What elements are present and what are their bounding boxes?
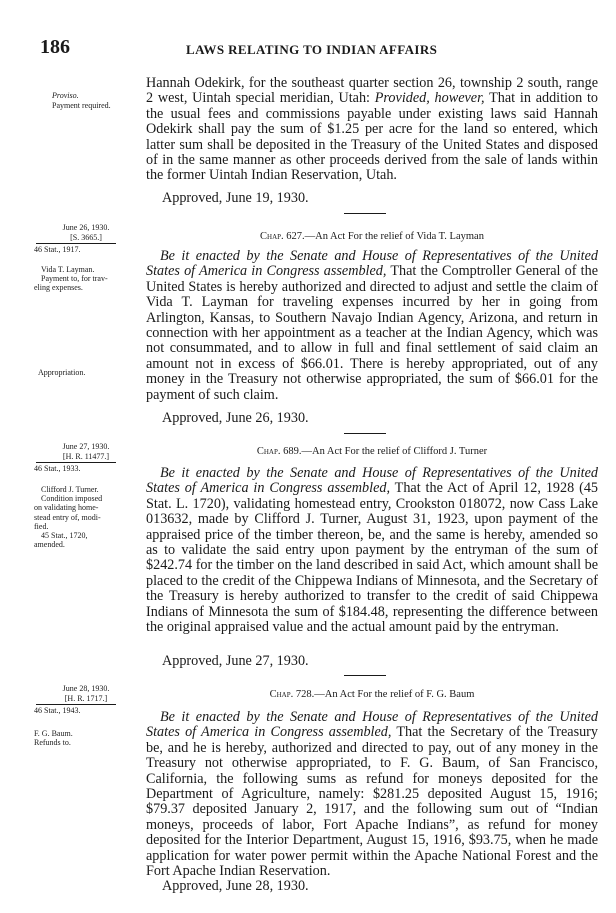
continuation-text-1: Hannah Odekirk, for the southeast quarter section 26, township 2 south, range 2 west, Uintah special meridian, Utah: (146, 75, 598, 107)
chap-label: Chap. (269, 689, 294, 700)
continuation-text-2: That in addition to the usual fees and commissions payable under existing laws said Hannah Odekirk shall pay the sum of $1.25 per acre for the land so entered, which latter sum shall be deposited in the Treasury of the United States and disposed of in the same manner as other proceeds derived from the sale of lands within the former Uintah Indian Reservation, Utah. (146, 90, 598, 184)
enactment-date: June 28, 1930. (62, 684, 110, 693)
act-body: That the Secretary of the Treasury be, and he is hereby, authorized and directed to pay, out of any money in the Treasury not otherwise appropriated, to F. G. Baum, of San Francisco, California, the following sums as refund for moneys deposited for the Department of Agriculture, namely: $281.25 deposited August 15, 1916; $79.37 deposited January 2, 1917, and the following sum out of “Indian moneys, proceeds of labor, Fort Apache Indians”, as refund for money deposited for the Interior Department, August 15, 1916, $93.75, when he made application for water power permit within the Apache National Forest and the Fort Apache Indian Reservation. (146, 724, 599, 880)
bill-number: [H. R. 1717.] (64, 693, 108, 703)
statute-ref: 46 Stat., 1917. (34, 245, 81, 254)
margin-note-layman (34, 265, 144, 293)
act-728-text (146, 710, 598, 879)
note-line: eling expenses. (34, 283, 83, 293)
note-line: Payment to, for trav- (41, 274, 108, 284)
note-name: F. G. Baum. (34, 729, 73, 738)
note-appropriation: Appropriation. (38, 368, 86, 377)
chap-label: Chap. (260, 231, 284, 242)
section-separator (344, 675, 386, 676)
chap-label: Chap. (256, 446, 281, 457)
enactment-date: June 27, 1930. (62, 442, 110, 451)
note-line: stead entry of, modi- (34, 512, 101, 522)
proviso-italic: Provided, however, (374, 90, 485, 107)
chapter-heading-689 (146, 446, 598, 458)
margin-note-appropriation (34, 368, 144, 377)
act-body: That the Act of April 12, 1928 (45 Stat. L. 1720), validating homestead entry, Crookston 018072, now Cass Lake 013632, made by Clifford J. Turner, August 31, 1923, upon payment of the appraised price of the timber thereon, be, and the same is hereby, amended so as to validate the said entry upon payment by the entryman of the sum of $242.74 for the timber on the land described in said Act, which amount shall be placed to the credit of the Chippewa Indians of Minnesota, and the Secretary of the Treasury is hereby authorized to transfer to the credit of said Chippewa Indians of Minnesota the sum of $184.48, representing the difference between the original appraised value and the actual amount paid by the entryman. (146, 480, 599, 636)
note-line: Refunds to. (34, 738, 71, 748)
margin-date-block-1 (34, 223, 138, 255)
continuation-paragraph (146, 76, 598, 184)
chap-title: 627.—An Act For the relief of Vida T. Layman (283, 231, 484, 242)
margin-rule (36, 243, 116, 244)
page-number: 186 (40, 36, 70, 58)
proviso-label: Proviso. (52, 91, 79, 100)
note-line: fied. (34, 521, 49, 531)
chapter-heading-627 (146, 231, 598, 243)
approved-june-28: Approved, June 28, 1930. (162, 878, 309, 894)
bill-number: [S. 3665.] (70, 232, 102, 242)
statute-ref: 46 Stat., 1933. (34, 464, 81, 473)
note-line: 45 Stat., 1720, (41, 531, 88, 541)
section-separator (344, 433, 386, 434)
enacting-clause: Be it enacted by the Senate and House of Representatives of the United States of America in Congress assembled, (146, 465, 598, 497)
approved-june-27: Approved, June 27, 1930. (162, 653, 309, 669)
note-line: on validating home- (34, 503, 99, 513)
note-line: Condition imposed (41, 494, 103, 504)
chapter-heading-728 (146, 689, 598, 701)
margin-date-block-2 (34, 442, 138, 474)
section-separator (344, 213, 386, 214)
margin-rule (36, 462, 116, 463)
statute-ref: 46 Stat., 1943. (34, 706, 81, 715)
enacting-clause: Be it enacted by the Senate and House of Representatives of the United States of America in Congress assembled, (146, 709, 598, 741)
payment-required-label: Payment required. (52, 100, 111, 110)
bill-number: [H. R. 11477.] (62, 451, 110, 461)
margin-date-block-3 (34, 684, 138, 716)
note-name: Vida T. Layman. (41, 265, 95, 274)
enactment-date: June 26, 1930. (62, 223, 110, 232)
act-627-text (146, 249, 598, 403)
margin-rule (36, 704, 116, 705)
approved-june-26: Approved, June 26, 1930. (162, 410, 309, 426)
running-head: LAWS RELATING TO INDIAN AFFAIRS (186, 42, 438, 57)
chap-title: 728.—An Act For the relief of F. G. Baum (293, 689, 475, 700)
note-line: amended. (34, 540, 65, 550)
margin-note-proviso (34, 91, 138, 110)
approved-june-19: Approved, June 19, 1930. (162, 190, 309, 206)
margin-note-baum (34, 729, 144, 747)
margin-note-turner (34, 485, 144, 549)
enacting-clause: Be it enacted by the Senate and House of Representatives of the United States of America in Congress assembled, (146, 248, 598, 280)
act-689-text (146, 466, 598, 635)
act-body: That the Comptroller General of the United States is hereby authorized and directed to adjust and settle the claim of Vida T. Layman for traveling expenses incurred by her in going from Arlington, Kansas, to Southern Navajo Indian Agency, Arizona, and return in connection with her appointment as a teacher at the Indian Agency, which was not consummated, and to allow in full and final settlement of said claim an amount not in excess of $66.01. There is hereby appropriated, out of any money in the Treasury not otherwise appropriated, the sum of $66.01 for the payment of such claim. (146, 263, 598, 403)
chap-title: 689.—An Act For the relief of Clifford J. Turner (280, 446, 488, 457)
note-name: Clifford J. Turner. (41, 485, 99, 494)
